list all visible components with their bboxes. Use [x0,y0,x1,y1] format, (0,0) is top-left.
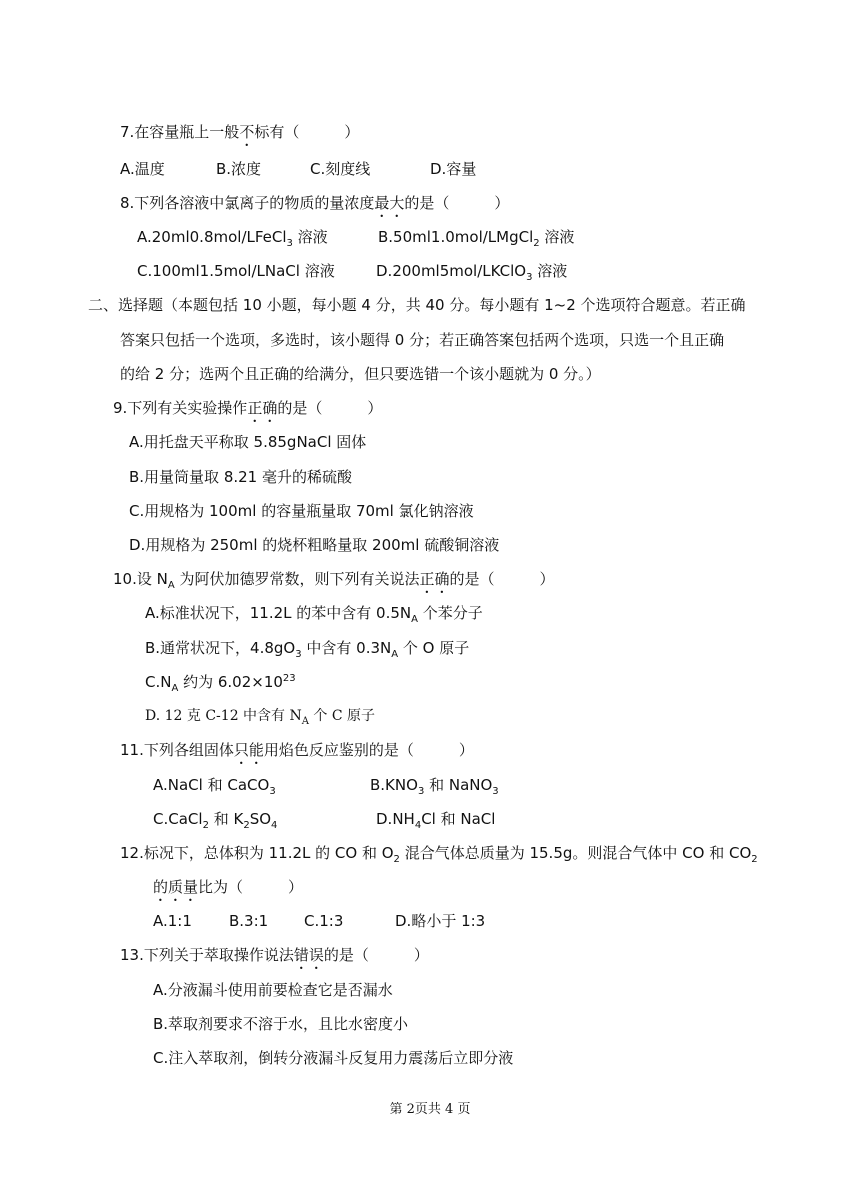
page-footer: 第 2页共 4 页 [389,1102,471,1117]
q13-option-a: A.分液漏斗使用前要检查它是否漏水 [153,981,393,999]
q8-stem: 8.下列各溶液中氯离子的物质的量浓度最大的是（ ） [120,194,510,212]
q11-stem: 11.下列各组固体只能用焰色反应鉴别的是（ ） [120,741,474,759]
q7-stem: 7.在容量瓶上一般不标有（ ） [120,123,360,141]
q9-option-c: C.用规格为 100ml 的容量瓶量取 70ml 氯化钠溶液 [129,502,474,520]
emphasis-mark: 最大 [374,194,405,212]
q9-option-a: A.用托盘天平称取 5.85gNaCl 固体 [129,433,367,451]
q13-option-c: C.注入萃取剂，倒转分液漏斗反复用力震荡后立即分液 [153,1049,514,1067]
q10-option-d: D. 12 克 C-12 中含有 $N_A$ 个 C 原子 [145,708,376,727]
q11-option-b: $B.KNO_3$ 和 NaNO$_3$ [370,776,499,797]
q10-option-b: B.通常状况下，$4.8gO_3$ 中含有 $0.3N_A$ 个 O 原子 [145,639,470,660]
q12-stem-line2: 的质量比为（ ） [153,878,304,896]
q11-option-c: C.CaCl$_2$ 和 $K_2SO_4$ [153,810,278,831]
q10-option-a: A.标准状况下，11.2L 的苯中含有 $0.5N_A$ 个苯分子 [145,604,483,625]
q10-stem: 10.设 $N_A$ 为阿伏加德罗常数，则下列有关说法正确的是（ ） [113,570,555,591]
q7-option-b: B.浓度 [216,160,262,178]
q9-option-b: B.用量筒量取 8.21 毫升的稀硫酸 [129,468,352,486]
emphasis-mark: 正确 [247,399,278,417]
q12-stem-line1: 12.标况下，总体积为 11.2L 的 CO 和 $O_2$ 混合气体总质量为 15.5g。则混合气体中 CO 和 $CO_2$ [120,844,758,865]
q8-option-c: C.100ml1.5mol/LNaCl 溶液 [137,262,335,280]
q8-option-d: D.200ml5mol/LKClO$_3$ 溶液 [376,262,568,283]
q12-option-d: D.略小于 1:3 [395,912,486,930]
emphasis-mark: 错误 [293,946,324,964]
q7-option-d: D.容量 [430,160,477,178]
q8-option-b: B.50ml1.0mol/LMgCl$_2$ 溶液 [378,228,575,249]
emphasis-mark: 正确 [419,570,450,588]
q9-option-d: D.用规格为 250ml 的烧杯粗略量取 200ml 硫酸铜溶液 [129,536,500,554]
q12-option-c: C.1:3 [304,912,344,930]
section2-instructions-line2: 答案只包括一个选项，多选时，该小题得 0 分；若正确答案包括两个选项，只选一个且正确 [120,331,725,349]
q8-option-a: A.20ml0.8mol/LFeCl$_3$ 溶液 [137,228,328,249]
q10-option-c: $C.N_A$ 约为 $6.02\times 10^{23}$ [145,673,296,694]
q11-option-a: A.NaCl 和 CaCO$_3$ [153,776,276,797]
q11-option-d: $D.NH_4Cl$ 和 NaCl [376,810,496,831]
q7-option-a: A.温度 [120,160,165,178]
emphasis-mark: 的质量 [153,878,199,896]
q13-stem: 13.下列关于萃取操作说法错误的是（ ） [120,946,429,964]
emphasis-mark: 只能 [233,741,264,759]
q12-option-a: A.1:1 [153,912,192,930]
emphasis-mark: 不 [239,123,255,141]
section2-instructions-line1: 二、选择题（本题包括 10 小题，每小题 4 分，共 40 分。每小题有 1~2 个选项符合题意。若正确 [88,296,746,314]
q9-stem: 9.下列有关实验操作正确的是（ ） [113,399,383,417]
q13-option-b: B.萃取剂要求不溶于水，且比水密度小 [153,1015,409,1033]
section2-instructions-line3: 的给 2 分；选两个且正确的给满分，但只要选错一个该小题就为 0 分。） [120,365,601,383]
q7-option-c: C.刻度线 [310,160,371,178]
q12-option-b: B.3:1 [229,912,269,930]
